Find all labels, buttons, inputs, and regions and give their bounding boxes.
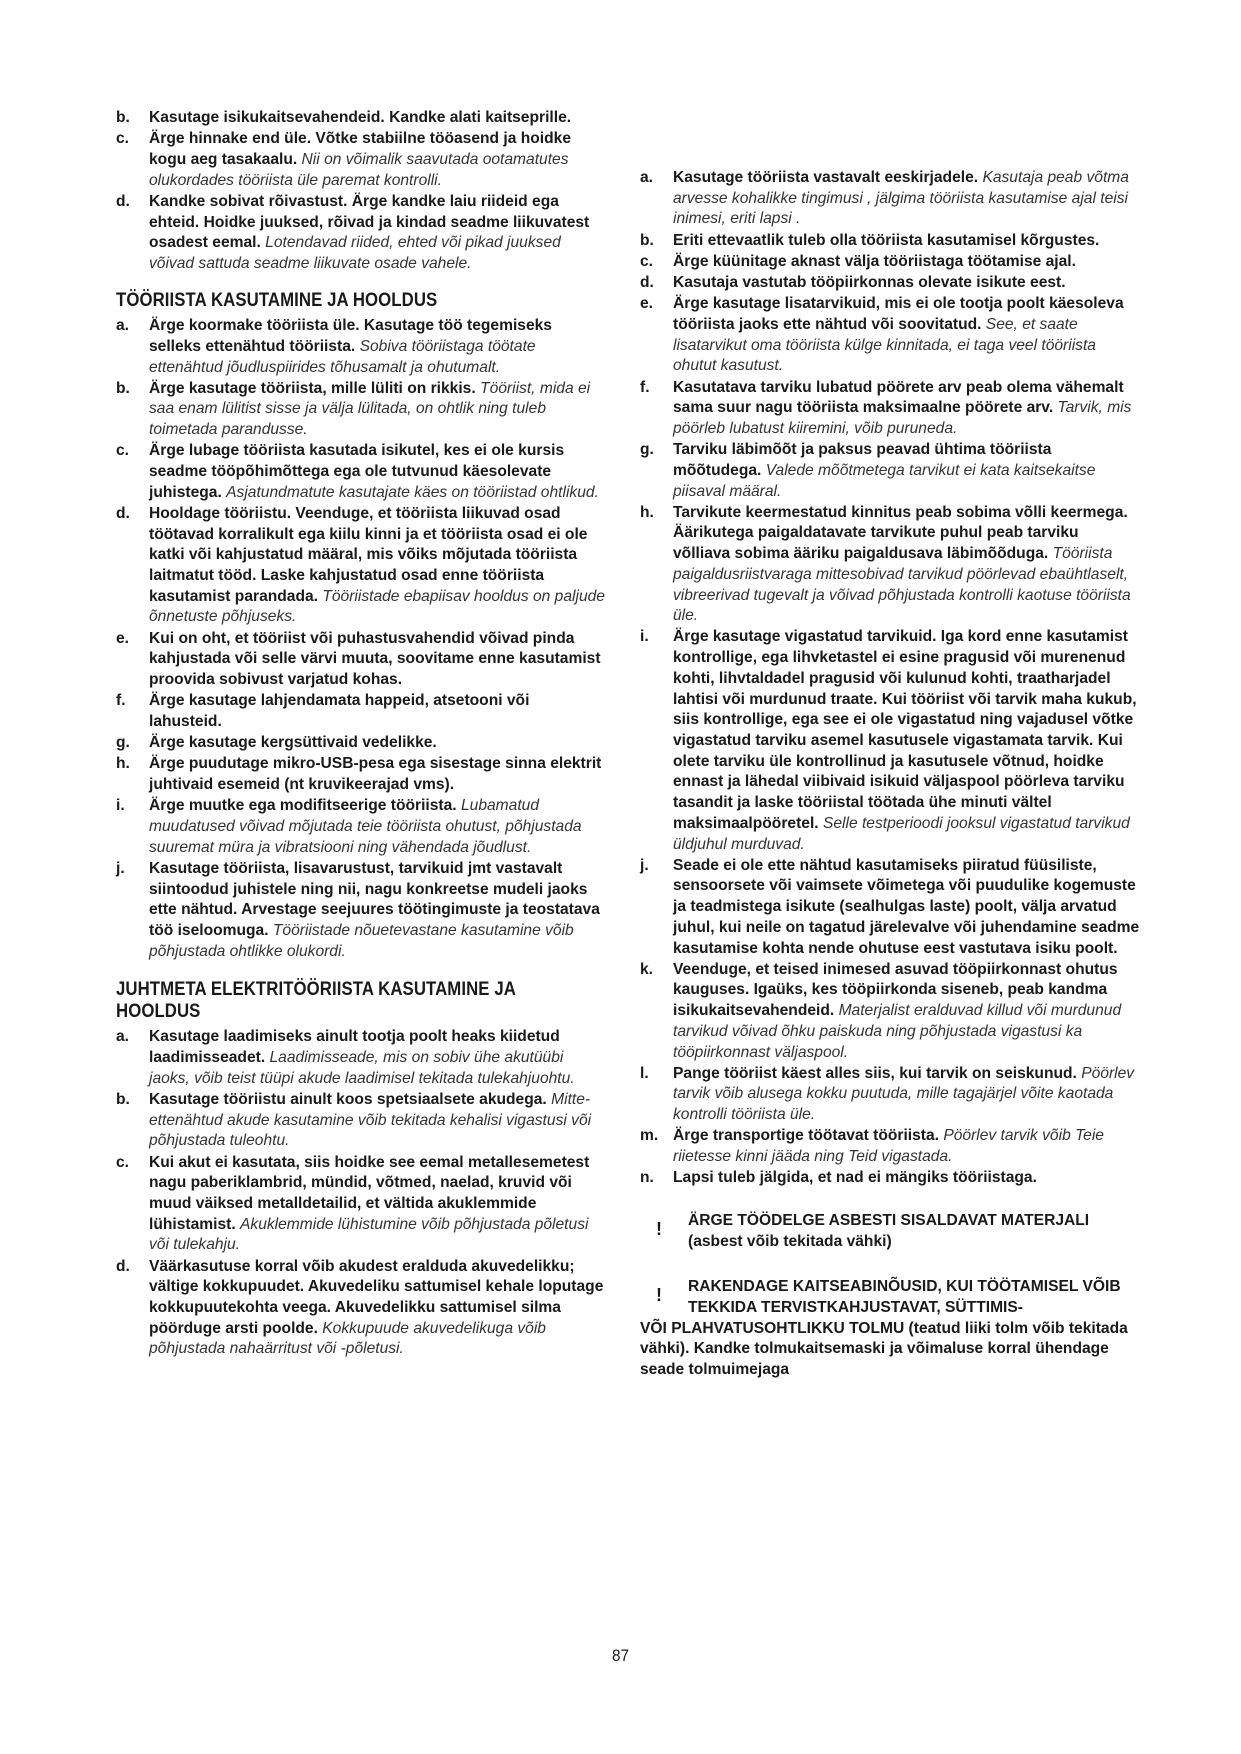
left-column	[116, 108, 606, 1361]
item-marker: h.	[640, 503, 654, 521]
item-body	[673, 232, 1099, 249]
list-item	[116, 504, 606, 628]
item-marker: b.	[116, 1091, 130, 1109]
item-body	[673, 857, 1139, 957]
list-item	[116, 108, 606, 129]
item-instruction: Ärge puudutage mikro-USB-pesa ega sisestage sinna elektrit juhtivaid esemeid (nt kruvikeerajad vms).	[149, 755, 602, 794]
item-instruction: Tarvikute keermestatud kinnitus peab sobima võlli keermega. Äärikutega paigaldatavate tarvikute puhul peab tarviku võlliava sobima ääriku paigaldusava läbimõõduga.	[673, 503, 1128, 563]
item-body	[149, 797, 582, 855]
item-marker: i.	[116, 797, 125, 815]
list-item	[640, 627, 1140, 855]
list-item	[116, 316, 606, 378]
list-item	[640, 1168, 1140, 1189]
item-explanation: See, et saate lisatarvikut oma tööriista külge kinnitada, ei taga veel tööriista ohutut kasutust.	[673, 315, 1096, 375]
item-body	[149, 130, 571, 188]
list-item	[116, 379, 606, 441]
item-body	[149, 734, 437, 751]
list-item	[640, 1126, 1140, 1167]
safety-list-tool-use	[116, 316, 606, 962]
item-marker: c.	[116, 442, 130, 460]
safety-list-cordless	[116, 1027, 606, 1360]
item-instruction: Ärge kasutage lisatarvikuid, mis ei ole tootja poolt käesoleva tööriista jaoks ette nähtud või soovitatud.	[673, 295, 1124, 333]
item-marker: b.	[640, 231, 654, 249]
list-item	[116, 441, 606, 503]
item-explanation: Tööriist, mida ei saa enam lülitist sisse ja välja lülitada, on ohtlik ning tuleb toimetada parandusse.	[149, 379, 591, 439]
item-marker: g.	[640, 441, 654, 459]
item-instruction: Ärge kasutage vigastatud tarvikuid. Iga kord enne kasutamist kontrollige, ega lihvketastel ei esine pragusid või murenenud kohti, lihvtaldadel pragusid või kulunud kohti, traatharjadel lahtisi või murdunud traate. Kui tööriist või tarvik maha kukub, siis kontrollige, ega see ei ole vigastatud ning vajadusel võtke vigastatud tarviku asemel kasutusele vigastamata tarvik. Kui olete tarviku üle kontrollinud ja kasutusele võtnud, hoidke ennast ja lähedal viibivaid isikuid väljaspool pöörleva tarviku tasandit ja laske tööriistal töötada ühe minuti vältel maksimaalpööretel.	[673, 628, 1137, 832]
item-body	[673, 628, 1137, 852]
list-item	[640, 1064, 1140, 1126]
item-instruction: Ärge koormake tööriista üle. Kasutage töö tegemiseks selleks ettenähtud tööriista.	[149, 317, 552, 355]
list-item	[116, 192, 606, 275]
item-body	[149, 505, 605, 626]
item-explanation: Materjalist eralduvad killud või murdunud tarvikud võivad õhku paiskuda ning põhjustada vigastusi ka tööpiirkonnast väljaspool.	[673, 1002, 1122, 1061]
item-instruction: Väärkasutuse korral võib akudest eralduda akuvedelikku; vältige kokkupuudet. Akuvedeliku sattumisel kehale loputage kokkupuutekohta veega. Akuvedelikku sattumisel silma pöörduge arsti poolde.	[149, 1257, 604, 1337]
item-body	[673, 1127, 1104, 1165]
item-body	[673, 295, 1124, 374]
item-instruction: Kui on oht, et tööriist või puhastusvahendid võivad pinda kahjustada või selle värvi muuta, soovitame enne kasutamist proovida sobivust varjatud kohas.	[149, 629, 601, 689]
item-instruction: Ärge muutke ega modifitseerige tööriista.	[149, 797, 457, 815]
item-body	[149, 380, 590, 438]
item-body	[149, 1154, 589, 1254]
item-body	[149, 109, 571, 126]
item-body	[673, 1169, 1037, 1186]
item-body	[673, 379, 1131, 437]
item-marker: h.	[116, 755, 130, 773]
item-explanation: Mitte-ettenähtud akude kasutamine võib tekitada kehalisi vigastusi või põhjustada tuleohtu.	[149, 1091, 592, 1150]
item-instruction: Eriti ettevaatlik tuleb olla tööriista kasutamisel kõrgustes.	[673, 231, 1100, 249]
list-item	[116, 733, 606, 754]
list-item	[116, 1027, 606, 1089]
list-item	[116, 1257, 606, 1361]
list-item	[640, 503, 1140, 627]
list-item	[116, 859, 606, 963]
item-body	[673, 441, 1095, 499]
item-marker: a.	[116, 1028, 130, 1046]
item-marker: j.	[116, 859, 125, 877]
list-item	[640, 273, 1140, 294]
list-item	[116, 796, 606, 858]
item-explanation: Tööriista paigaldusriistvaraga mittesobivad tarvikud pöörlevad ebaühtlaselt, vibreerivad tugevalt ja võivad põhjustada kontrolli kaotuse tööriista üle.	[673, 545, 1131, 625]
list-item	[116, 691, 606, 732]
list-item	[116, 1090, 606, 1152]
item-marker: f.	[640, 378, 650, 396]
item-body	[673, 253, 1076, 270]
warning-asbestos	[640, 1211, 1140, 1252]
item-instruction: Kui akut ei kasutata, siis hoidke see eemal metallesemetest nagu paberiklambrid, mündid, võtmed, naelad, kruvid või muud väiksed metalldetailid, et vältida akuklemmide lühistamist.	[149, 1153, 590, 1233]
item-body	[149, 755, 601, 793]
item-explanation: Asjatundmatute kasutajate käes on tööriistad ohtlikud.	[226, 483, 599, 501]
item-marker: e.	[640, 295, 654, 313]
item-explanation: Kokkupuude akuvedelikuga võib põhjustada nahaärritust või -põletusi.	[149, 1319, 546, 1358]
item-instruction: Kasutage laadimiseks ainult tootja poolt heaks kiidetud laadimisseadet.	[149, 1028, 560, 1067]
item-marker: d.	[116, 1257, 130, 1275]
item-explanation: Pöörlev tarvik võib alusega kokku puutuda, mille tagajärjel võite kaotada kontrolli tööriista üle.	[673, 1064, 1135, 1124]
item-marker: d.	[640, 274, 654, 292]
list-item	[640, 440, 1140, 502]
item-instruction: Kasutage tööriista, lisavarustust, tarvikuid jmt vastavalt siintoodud juhistele ning nii, nagu konkreetse mudeli jaoks ette nähtud. Arvestage seejuures töötingimuste ja teostatava töö iseloomuga.	[149, 859, 600, 940]
item-marker: c.	[116, 1153, 130, 1171]
item-marker: e.	[116, 629, 130, 647]
safety-list-accessories	[640, 168, 1140, 1189]
item-instruction: Tarviku läbimõõt ja paksus peavad ühtima tööriista mõõtudega.	[673, 441, 1052, 479]
item-explanation: Akuklemmide lühistumine võib põhjustada põletusi või tulekahju.	[149, 1215, 589, 1254]
item-body	[149, 1258, 603, 1358]
warning-dust	[640, 1277, 1140, 1381]
item-body	[673, 274, 1066, 291]
item-body	[149, 317, 552, 375]
list-item	[640, 960, 1140, 1064]
exclamation-icon: !	[656, 1218, 662, 1239]
safety-list-top	[116, 108, 606, 275]
item-marker: c.	[640, 252, 654, 270]
item-marker: l.	[640, 1064, 649, 1082]
item-explanation: Tarvik, mis pöörleb lubatust kiiremini, võib puruneda.	[673, 399, 1132, 437]
list-item	[640, 294, 1140, 377]
list-item	[640, 378, 1140, 440]
item-body	[149, 1091, 591, 1149]
item-body	[149, 860, 600, 960]
item-instruction: Ärge kasutage lahjendamata happeid, atsetooni või lahusteid.	[149, 692, 530, 730]
item-marker: i.	[640, 628, 649, 646]
item-explanation: Laadimisseade, mis on sobiv ühe akutüübi jaoks, võib teist tüüpi akude laadimisel tekitada tulekahjuohtu.	[149, 1049, 575, 1087]
item-explanation: Kasutaja peab võtma arvesse kohalikke tingimusi , jälgima tööriista kasutamise ajal teisi inimesi, eriti lapsi .	[673, 169, 1129, 228]
item-marker: b.	[116, 109, 130, 126]
list-item	[640, 252, 1140, 273]
item-body	[673, 961, 1121, 1061]
item-explanation: Pöörlev tarvik võib Teie riietesse kinni jääda ning Teid vigastada.	[673, 1127, 1104, 1166]
warning-text-continued: VÕI PLAHVATUSOHTLIKKU TOLMU (teatud liiki tolm võib tekitada vähki). Kandke tolmukaitsemaski ja võimaluse korral ühendage seade tolmuimejaga	[640, 1319, 1128, 1379]
item-explanation: Selle testperioodi jooksul vigastatud tarvikud üldjuhul murduvad.	[673, 814, 1130, 853]
item-instruction: Hooldage tööriistu. Veenduge, et tööriista liikuvad osad töötavad korralikult ega kiilu kinni ja et tööriista osad ei ole katki või kahjustatud määral, mis võiks mõjutada tööriista laitmatut tööd. Laske kahjustatud osad enne tööriista kasutamist parandada.	[149, 504, 588, 605]
exclamation-icon: !	[656, 1285, 662, 1306]
item-marker: a.	[116, 317, 130, 335]
list-item	[116, 629, 606, 691]
item-instruction: Kasutage tööriista vastavalt eeskirjadele.	[673, 169, 979, 186]
item-instruction: Kasutaja vastutab tööpiirkonnas olevate isikute eest.	[673, 274, 1066, 292]
item-marker: a.	[640, 169, 654, 186]
item-instruction: Ärge kasutage tööriista, mille lüliti on rikkis.	[149, 379, 476, 397]
item-instruction: Ärge transportige töötavat tööriista.	[673, 1127, 939, 1145]
item-explanation: Valede mõõtmetega tarvikut ei kata kaitsekaitse piisaval määral.	[673, 461, 1096, 500]
item-instruction: Lapsi tuleb jälgida, et nad ei mängiks tööriistaga.	[673, 1169, 1037, 1187]
item-body	[149, 1028, 575, 1086]
item-marker: k.	[640, 960, 654, 978]
list-item	[116, 754, 606, 795]
item-explanation: Tööriistade nõuetevastane kasutamine võib põhjustada ohtlikke olukordi.	[149, 922, 574, 960]
warning-text-lead: RAKENDAGE KAITSEABINÕUSID, KUI TÖÖTAMISEL VÕIB TEKKIDA TERVISTKAHJUSTAVAT, SÜTTIMIS-	[688, 1278, 1121, 1317]
item-marker: d.	[116, 192, 130, 210]
item-explanation: Lotendavad riided, ehted või pikad juuksed võivad sattuda seadme liikuvate osade vahele.	[149, 234, 561, 272]
item-instruction: Ärge kasutage kergsüttivaid vedelikke.	[149, 734, 437, 752]
item-instruction: Kasutatava tarviku lubatud pöörete arv peab olema vähemalt sama suur nagu tööriista maksimaalne pöörete arv.	[673, 378, 1124, 417]
item-body	[149, 193, 589, 272]
item-body	[149, 442, 599, 500]
item-explanation: Tööriistade ebapiisav hooldus on paljude õnnetuste põhjuseks.	[149, 587, 605, 626]
item-instruction: Ärge lubage tööriista kasutada isikutel, kes ei ole kursis seadme tööpõhimõttega ega ole tutvunud käesolevate juhistega.	[149, 442, 565, 501]
item-marker: g.	[116, 734, 130, 752]
list-item	[640, 168, 1140, 230]
item-body	[149, 692, 529, 730]
item-explanation: Sobiva tööriistaga töötate ettenähtud jõudluspiirides tõhusamalt ja ohutumalt.	[149, 337, 536, 376]
list-item	[640, 856, 1140, 960]
item-body	[149, 630, 601, 688]
section-heading-cordless: JUHTMETA ELEKTRITÖÖRIISTA KASUTAMINE JA HOOLDUS	[116, 978, 516, 1022]
item-instruction: Veenduge, et teised inimesed asuvad tööpiirkonnast ohutus kauguses. Igaüks, kes tööpiirkonda siseneb, peab kandma isikukaitsevahendeid.	[673, 960, 1118, 1020]
item-marker: c.	[116, 130, 130, 148]
right-column	[640, 168, 1140, 1381]
list-item	[116, 1153, 606, 1257]
list-item	[116, 129, 606, 191]
item-instruction: Kasutage tööriistu ainult koos spetsiaalsete akudega.	[149, 1091, 547, 1109]
item-explanation: Nii on võimalik saavutada ootamatutes olukordades tööriista üle paremat kontrolli.	[149, 150, 569, 189]
item-instruction: Kandke sobivat rõivastust. Ärge kandke laiu riideid ega ehteid. Hoidke juuksed, rõivad ja kindad seadme liikuvatest osadest eemal.	[149, 192, 590, 252]
item-instruction: Pange tööriist käest alles siis, kui tarvik on seiskunud.	[673, 1064, 1077, 1082]
item-marker: d.	[116, 504, 130, 522]
item-explanation: Lubamatud muudatused võivad mõjutada teie tööriista ohutust, põhjustada suuremat müra ja vibratsiooni ning vähendada jõudlust.	[149, 797, 582, 856]
item-body	[673, 1065, 1134, 1123]
list-item	[640, 231, 1140, 252]
item-instruction: Kasutage isikukaitsevahendeid. Kandke alati kaitseprille.	[149, 109, 572, 126]
item-marker: m.	[640, 1127, 659, 1145]
item-marker: b.	[116, 379, 130, 397]
item-instruction: Seade ei ole ette nähtud kasutamiseks piiratud füüsiliste, sensoorsete või vaimsete võimetega või puudulike kogemuste ja teadmistega isikute (sealhulgas laste) poolt, välja arvatud juhul, kui neile on tagatud järelevalve või juhendamine seadme kasutamise kohta nende ohutuse eest vastutava isiku poolt.	[673, 856, 1140, 957]
section-heading-tool-use: TÖÖRIISTA KASUTAMINE JA HOOLDUS	[116, 288, 438, 311]
item-instruction: Ärge küünitage aknast välja tööriistaga töötamise ajal.	[673, 252, 1076, 270]
item-marker: n.	[640, 1169, 654, 1187]
warning-text: ÄRGE TÖÖDELGE ASBESTI SISALDAVAT MATERJALI (asbest võib tekitada vähki)	[688, 1211, 1090, 1250]
page-number: 87	[611, 1646, 630, 1665]
item-body	[673, 169, 1129, 227]
item-instruction: Ärge hinnake end üle. Võtke stabiilne tööasend ja hoidke kogu aeg tasakaalu.	[149, 130, 571, 168]
item-body	[673, 504, 1131, 625]
item-marker: j.	[640, 856, 649, 874]
item-marker: f.	[116, 692, 126, 710]
